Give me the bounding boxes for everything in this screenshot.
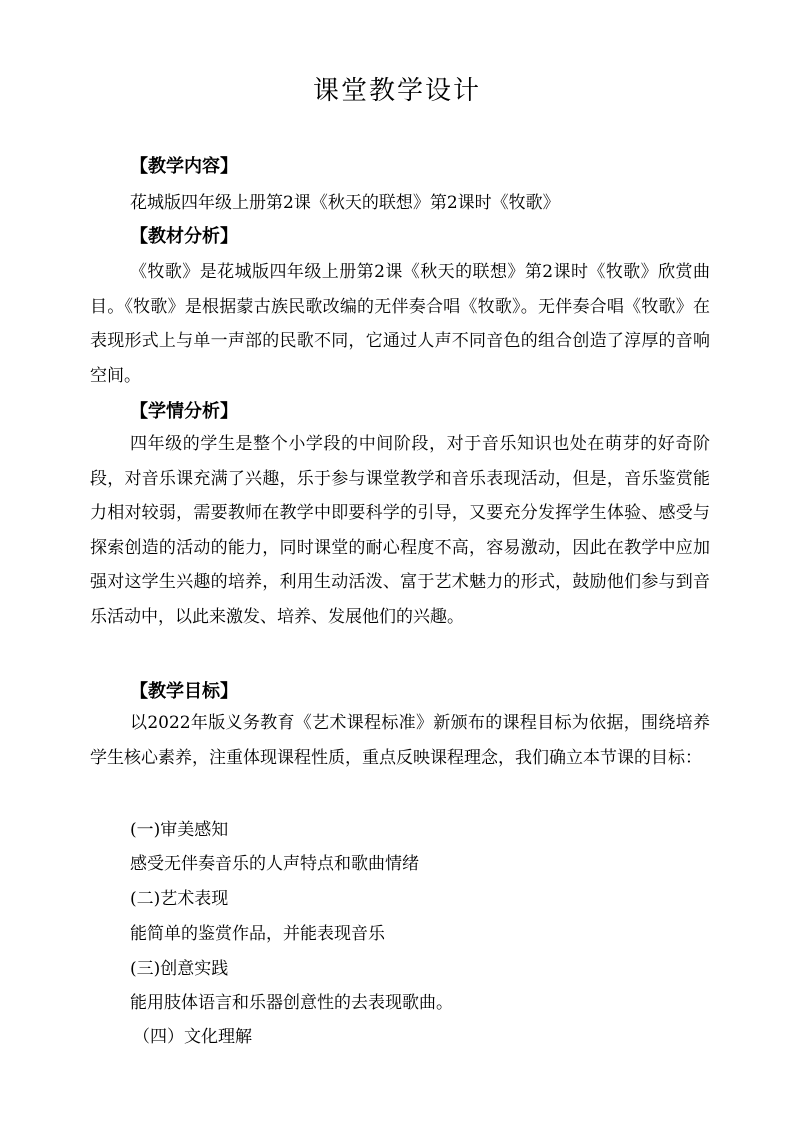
heading-material-analysis: 【教材分析】 <box>130 226 238 247</box>
goal-label-aesthetic: (一)审美感知 <box>130 820 229 840</box>
teaching-goals-intro: 以2022年版义务教育《艺术课程标准》新颁布的课程目标为依据，围绕培养学生核心素养，注重体现课程性质，重点反映课程理念，我们确立本节课的目标： <box>90 713 710 768</box>
material-analysis-text: 《牧歌》是花城版四年级上册第2课《秋天的联想》第2课时《牧歌》欣赏曲目。《牧歌》是根据蒙古族民歌改编的无伴奏合唱《牧歌》。无伴奏合唱《牧歌》在表现形式上与单一声部的民歌不同，它通过人声不同音色的组合创造了淳厚的音响空间。 <box>90 262 710 386</box>
goal-label-performance: (二)艺术表现 <box>130 889 229 909</box>
goal-label-culture: （四）文化理解 <box>133 1027 252 1047</box>
student-analysis-text: 四年级的学生是整个小学段的中间阶段，对于音乐知识也处在萌芽的好奇阶段，对音乐课充满了兴趣，乐于参与课堂教学和音乐表现活动，但是，音乐鉴赏能力相对较弱，需要教师在教学中即要科学的引导，又要充分发挥学生体验、感受与探索创造的活动的能力，同时课堂的耐心程度不高，容易激动，因此在教学中应加强对这学生兴趣的培养，利用生动活泼、富于艺术魅力的形式，鼓励他们参与到音乐活动中，以此来激发、培养、发展他们的兴趣。 <box>90 434 710 627</box>
goal-text-performance: 能简单的鉴赏作品，并能表现音乐 <box>130 924 385 944</box>
heading-teaching-goals: 【教学目标】 <box>130 681 238 702</box>
goal-text-aesthetic: 感受无伴奏音乐的人声特点和歌曲情绪 <box>130 854 419 874</box>
goal-label-creative: (三)创意实践 <box>130 959 229 979</box>
heading-teaching-content: 【教学内容】 <box>130 156 238 177</box>
teaching-content-text: 花城版四年级上册第2课《秋天的联想》第2课时《牧歌》 <box>130 193 560 213</box>
goal-text-creative: 能用肢体语言和乐器创意性的去表现歌曲。 <box>130 993 453 1013</box>
page-title: 课堂教学设计 <box>312 76 481 106</box>
heading-student-analysis: 【学情分析】 <box>130 401 238 422</box>
